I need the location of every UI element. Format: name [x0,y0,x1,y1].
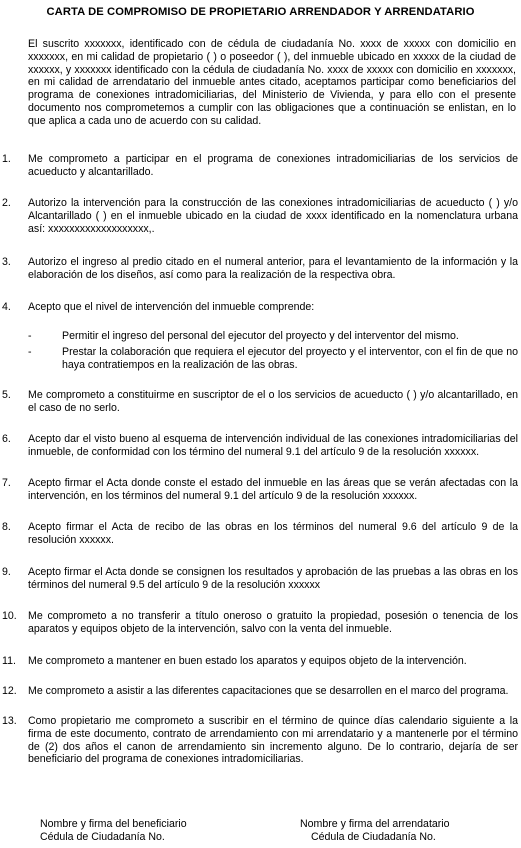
item-number: 9. [2,566,11,578]
item-number: 10. [2,610,17,622]
beneficiary-id-label: Cédula de Ciudadanía No. [40,831,165,843]
item-text: Acepto firmar el Acta donde se consignen los resultados y aprobación de las pruebas a las obras en los términos del numeral 9.5 del artículo 9 de la resolución xxxxxx [28,566,518,591]
item-text: Me comprometo a no transferir a título oneroso o gratuito la propiedad, posesión o tenencia de los aparatos y equipos objeto de la intervención, salvo con la venta del inmueble. [28,610,518,635]
item-number: 8. [2,521,11,533]
beneficiary-signature-block [40,818,187,844]
item-text: Me comprometo a constituirme en suscriptor de el o los servicios de acueducto ( ) y/o alcantarillado, en el caso de no serlo. [28,389,518,414]
item-number: 11. [2,655,16,667]
item-text: Acepto que el nivel de intervención del inmueble comprende: [28,301,315,313]
item-text: Me comprometo a asistir a las diferentes capacitaciones que se desarrollen en el marco del programa. [28,685,509,697]
item-number: 6. [2,433,11,445]
sub-item-text: Prestar la colaboración que requiera el ejecutor del proyecto y el interventor, con el fin de que no haya contratiempos en la realización de las obras. [62,346,518,371]
item-number: 13. [2,715,17,727]
item-text: Autorizo la intervención para la construcción de las conexiones intradomiciliarias de acueducto ( ) y/o Alcantarillado ( ) en el inmueble ubicado en la ciudad de xxxx identificado en la nomenclatura urbana así: xxxxxxxxxxxxxxxxxxx,. [28,197,518,235]
item-number: 1. [2,153,11,165]
tenant-signature-label: Nombre y firma del arrendatario [300,818,450,830]
tenant-signature-block [300,818,450,844]
item-text: Autorizo el ingreso al predio citado en el numeral anterior, para el levantamiento de la información y la elaboración de los diseños, así como para la realización de la respectiva obra. [28,256,518,281]
sub-item-text: Permitir el ingreso del personal del ejecutor del proyecto y del interventor del mismo. [62,330,459,342]
item-number: 5. [2,389,11,401]
item-number: 2. [2,197,11,209]
document-title: CARTA DE COMPROMISO DE PROPIETARIO ARRENDADOR Y ARRENDATARIO [46,6,475,18]
sub-item-dash: - [28,330,32,342]
item-text: Me comprometo a participar en el programa de conexiones intradomiciliarias de los servicios de acueducto y alcantarillado. [28,153,518,178]
item-number: 7. [2,477,11,489]
item-number: 4. [2,301,11,313]
item-number: 3. [2,256,11,268]
intro-paragraph: El suscrito xxxxxxx, identificado con de cédula de ciudadanía No. xxxx de xxxxx con domicilio en xxxxxxx, en mi calidad de propietario ( ) o poseedor ( ), del inmueble ubicado en xxxxx de la ciudad de xxxxxx, y xxxxxxx identificado con la cédula de ciudadanía No. xxxx de xxxxx con domicilio en xxxxxxx, en mi calidad de arrendatario del inmueble antes citado, aceptamos participar como beneficiarios del programa de conexiones intradomiciliarias, del Ministerio de Vivienda, y para ello con el presente documento nos comprometemos a cumplir con las obligaciones que a continuación se enlistan, en lo que aplica a cada uno de acuerdo con su calidad. [28,38,516,127]
item-number: 12. [2,685,17,697]
tenant-id-label: Cédula de Ciudadanía No. [311,831,436,843]
item-text: Como propietario me comprometo a suscribir en el término de quince días calendario siguiente a la firma de este documento, contrato de arrendamiento con mi arrendatario y a mantenerle por el término de (2) dos años el canon de arrendamiento sin incremento alguno. De lo contrario, dejaría de ser beneficiario del programa de conexiones intradomiciliarias. [28,715,518,766]
sub-item-dash: - [28,346,32,358]
beneficiary-signature-label: Nombre y firma del beneficiario [40,818,187,830]
item-text: Acepto firmar el Acta de recibo de las obras en los términos del numeral 9.6 del artículo 9 de la resolución xxxxxx. [28,521,518,546]
item-text: Acepto dar el visto bueno al esquema de intervención individual de las conexiones intradomiciliarias del inmueble, de conformidad con los término del numeral 9.1 del artículo 9 de la resolución xxxxxx. [28,433,518,458]
item-text: Acepto firmar el Acta donde conste el estado del inmueble en las áreas que se verán afectadas con la intervención, en los términos del numeral 9.1 del artículo 9 de la resolución xxxxxx. [28,477,518,502]
item-text: Me comprometo a mantener en buen estado los aparatos y equipos objeto de la intervención. [28,655,467,667]
